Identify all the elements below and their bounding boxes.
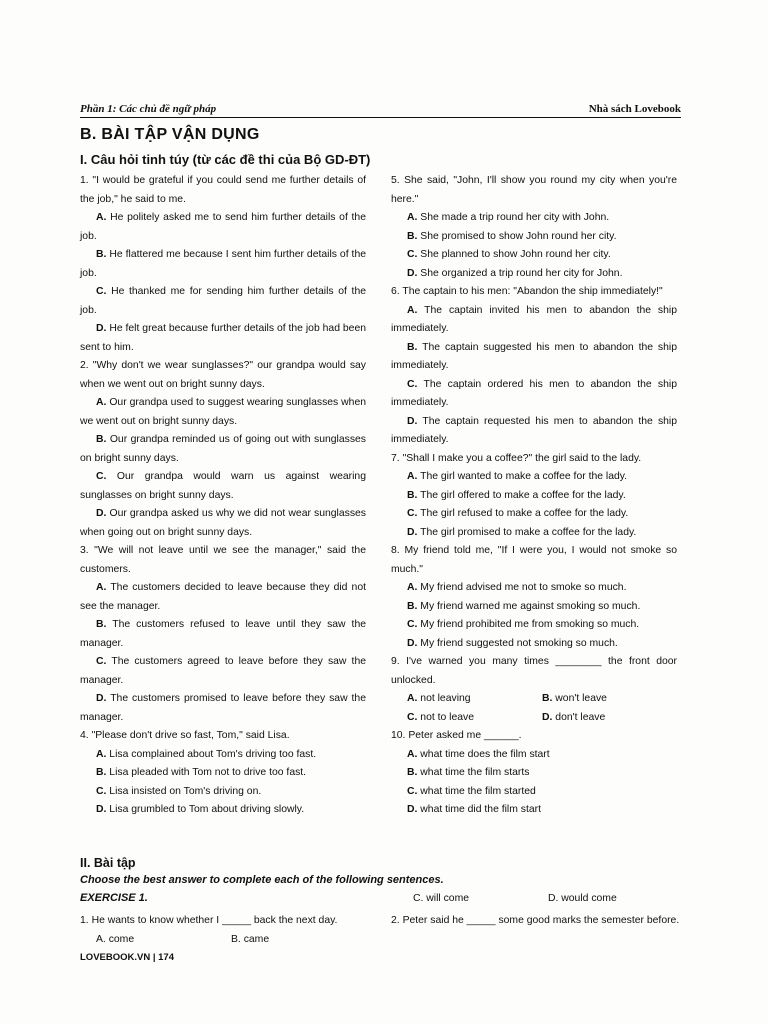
question-9-option-c: C. not to leave <box>407 711 475 723</box>
exercise-q1-options-ab <box>80 931 366 950</box>
question-10-option-c: C. what time the film started <box>407 785 536 797</box>
question-1-option-c: C. He thanked me for sending him further details of the job. <box>80 286 366 316</box>
question-8: 8. My friend told me, "If I were you, I would not smoke so much." <box>391 545 677 575</box>
section-title: B. BÀI TẬP VẬN DỤNG <box>80 126 260 143</box>
right-column <box>391 172 677 820</box>
subsection-title: I. Câu hỏi tinh túy (từ các đề thi của Bộ GD-ĐT) <box>80 152 371 167</box>
question-4-option-c: C. Lisa insisted on Tom's driving on. <box>96 785 262 797</box>
question-2-option-d: D. Our grandpa asked us why we did not wear sunglasses when going out on bright sunny days. <box>80 508 366 538</box>
question-6-option-d: D. The captain requested his men to abandon the ship immediately. <box>391 415 678 445</box>
question-2-option-b: B. Our grandpa reminded us of going out with sunglasses on bright sunny days. <box>80 434 366 464</box>
question-9-option-a: A. not leaving <box>407 693 471 704</box>
exercise-q1-option-d: D. would come <box>548 893 617 904</box>
question-7-option-b: B. The girl offered to make a coffee for the lady. <box>407 489 626 501</box>
exercise-q2: 2. Peter said he _____ some good marks the semester before. <box>391 915 680 926</box>
question-10-option-a: A. what time does the film start <box>407 748 550 760</box>
question-9-options <box>391 690 677 727</box>
question-6-option-c: C. The captain ordered his men to abandon the ship immediately. <box>391 378 677 408</box>
question-4-option-b: B. Lisa pleaded with Tom not to drive too fast. <box>96 767 307 778</box>
question-7-option-c: C. The girl refused to make a coffee for the lady. <box>407 508 629 519</box>
question-8-option-b: B. My friend warned me against smoking so much. <box>407 600 641 612</box>
left-column <box>80 172 366 820</box>
question-1-option-b: B. He flattered me because I sent him further details of the job. <box>80 249 367 279</box>
question-5: 5. She said, "John, I'll show you round my city when you're here." <box>391 175 677 205</box>
question-5-option-a: A. She made a trip round her city with John. <box>407 212 610 223</box>
page-footer: LOVEBOOK.VN | 174 <box>80 952 174 963</box>
question-6-option-a: A. The captain invited his men to abandon the ship immediately. <box>391 304 677 334</box>
exercise-q1-option-c: C. will come <box>413 893 470 904</box>
question-9-option-b: B. won't leave <box>542 693 607 704</box>
question-4: 4. "Please don't drive so fast, Tom," said Lisa. <box>80 730 290 741</box>
question-4-option-a: A. Lisa complained about Tom's driving too fast. <box>96 748 317 760</box>
exercise-q1-text: 1. He wants to know whether I _____ back the next day. <box>80 915 338 926</box>
question-10: 10. Peter asked me ______. <box>391 730 522 741</box>
question-7-option-a: A. The girl wanted to make a coffee for the lady. <box>407 471 628 482</box>
running-header <box>80 103 681 118</box>
question-10-option-b: B. what time the film starts <box>407 767 530 778</box>
exercise-q1-option-a: A. come <box>96 933 135 945</box>
question-2: 2. "Why don't we wear sunglasses?" our grandpa would say when we went out on bright sunny days. <box>80 360 366 390</box>
question-3-option-c: C. The customers agreed to leave before they saw the manager. <box>80 656 366 686</box>
question-2-option-a: A. Our grandpa used to suggest wearing sunglasses when we went out on bright sunny days. <box>80 397 366 427</box>
question-8-option-a: A. My friend advised me not to smoke so much. <box>407 582 627 593</box>
question-1: 1. "I would be grateful if you could send me further details of the job," he said to me. <box>80 175 366 205</box>
question-2-option-c: C. Our grandpa would warn us against wearing sunglasses on bright sunny days. <box>80 471 366 501</box>
question-3-option-a: A. The customers decided to leave because they did not see the manager. <box>80 582 366 612</box>
question-10-option-d: D. what time did the film start <box>407 804 541 815</box>
question-3: 3. "We will not leave until we see the manager," said the customers. <box>80 545 366 575</box>
question-7: 7. "Shall I make you a coffee?" the girl said to the lady. <box>391 452 642 464</box>
section-2-instruction: Choose the best answer to complete each of the following sentences. <box>80 874 444 886</box>
header-chapter: Phần 1: Các chủ đề ngữ pháp <box>80 103 217 115</box>
question-5-option-b: B. She promised to show John round her city. <box>407 230 617 242</box>
question-3-option-b: B. The customers refused to leave until they saw the manager. <box>80 619 367 649</box>
exercise-title: EXERCISE 1. <box>80 892 148 904</box>
question-8-option-d: D. My friend suggested not smoking so much. <box>407 637 618 649</box>
exercise-q1-options-cd <box>413 893 683 904</box>
question-3-option-d: D. The customers promised to leave before they saw the manager. <box>80 693 366 723</box>
question-7-option-d: D. The girl promised to make a coffee for the lady. <box>407 526 637 538</box>
question-6: 6. The captain to his men: "Abandon the ship immediately!" <box>391 286 663 297</box>
exercise-q1-option-b: B. came <box>231 933 270 945</box>
header-publisher: Nhà sách Lovebook <box>588 103 681 115</box>
question-8-option-c: C. My friend prohibited me from smoking so much. <box>407 619 640 630</box>
question-5-option-d: D. She organized a trip round her city for John. <box>407 267 623 279</box>
question-6-option-b: B. The captain suggested his men to abandon the ship immediately. <box>391 341 677 371</box>
question-1-option-d: D. He felt great because further details of the job had been sent to him. <box>80 323 367 353</box>
question-9: 9. I've warned you many times ________ the front door unlocked. <box>391 656 677 686</box>
question-5-option-c: C. She planned to show John round her city. <box>407 249 611 260</box>
exercise-q1 <box>80 912 366 949</box>
question-9-option-d: D. don't leave <box>542 711 606 723</box>
question-1-option-a: A. He politely asked me to send him further details of the job. <box>80 212 366 242</box>
question-4-option-d: D. Lisa grumbled to Tom about driving slowly. <box>96 804 305 815</box>
section-2-title: II. Bài tập <box>80 856 136 870</box>
